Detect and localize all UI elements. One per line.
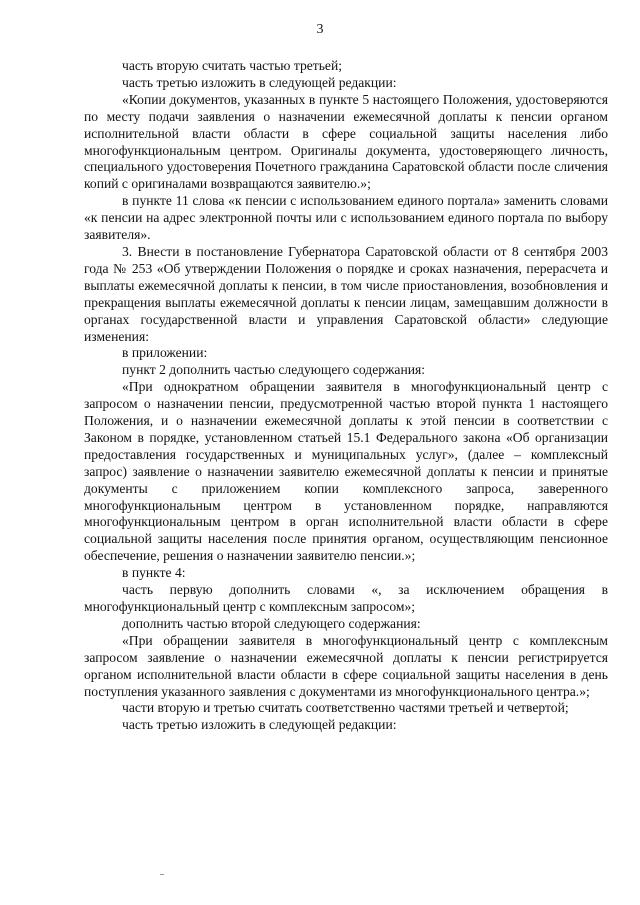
paragraph: 3. Внести в постановление Губернатора Саратовской области от 8 сентября 2003 года № 253 «Об утверждении Положения о порядке и сроках назначения, перерасчета и выплаты ежемесячной доплаты к пенсии, в том числе приостановления, возобновления и прекращения выплаты ежемесячной доплаты к пенсии лицам, замещавшим должности в органах государственной власти и управления Саратовской области» следующие изменения: xyxy=(84,243,608,344)
paragraph: «При однократном обращении заявителя в многофункциональный центр с запросом о назначении пенсии, предусмотренной частью второй пункта 1 настоящего Положения, и о назначении ежемесячной доплаты к этой пенсии в соответствии с Законом в порядке, установленном статьей 15.1 Федерального закона «Об организации предоставления государственных и муниципальных услуг», (далее – комплексный запрос) заявление о назначении заявителю ежемесячной доплаты к пенсии и принятые документы с приложением копии комплексного запроса, заверенного многофункциональным центром в установленном порядке, направляются многофункциональным центром в орган исполнительной власти области в сфере социальной защиты населения после принятия органом, осуществляющим пенсионное обеспечение, решения о назначении заявителю пенсии.»; xyxy=(84,379,608,564)
paragraph: дополнить частью второй следующего содержания: xyxy=(122,615,421,631)
paragraph: часть третью изложить в следующей редакции: xyxy=(122,74,397,90)
paragraph: в пункте 11 слова «к пенсии с использованием единого портала» заменить словами «к пенсии на адрес электронной почты или с использованием единого портала по выбору заявителя». xyxy=(84,193,608,243)
paragraph: часть вторую считать частью третьей; xyxy=(122,58,343,73)
paragraph: «При обращении заявителя в многофункциональный центр с комплексным запросом заявление о назначении ежемесячной доплаты к пенсии регистрируется органом исполнительной власти области в сфере социальной защиты населения в день поступления указанного заявления с документами из многофункционального центра.»; xyxy=(84,632,608,699)
paragraph: в пункте 4: xyxy=(122,565,186,581)
page-number: 3 xyxy=(316,22,324,37)
paragraph: части вторую и третью считать соответственно частями третьей и четвертой; xyxy=(122,700,569,716)
paragraph: «Копии документов, указанных в пункте 5 настоящего Положения, удостоверяются по месту подачи заявления о назначении ежемесячной доплаты к пенсии органом исполнительной власти области в сфере социальной защиты населения либо многофункциональным центром. Оригиналы документа, удостоверяющего личность, специального удостоверения Почетного гражданина Саратовской области после сличения копий с оригиналами возвращаются заявителю.»; xyxy=(84,91,608,192)
paragraph: часть третью изложить в следующей редакции: xyxy=(122,717,397,733)
paragraph: в приложении: xyxy=(122,345,208,361)
paragraph: часть первую дополнить словами «, за исключением обращения в многофункциональный центр с комплексным запросом»; xyxy=(84,582,608,614)
paragraph: пункт 2 дополнить частью следующего содержания: xyxy=(122,362,426,378)
document-body xyxy=(84,58,608,734)
scan-dot xyxy=(160,874,164,875)
